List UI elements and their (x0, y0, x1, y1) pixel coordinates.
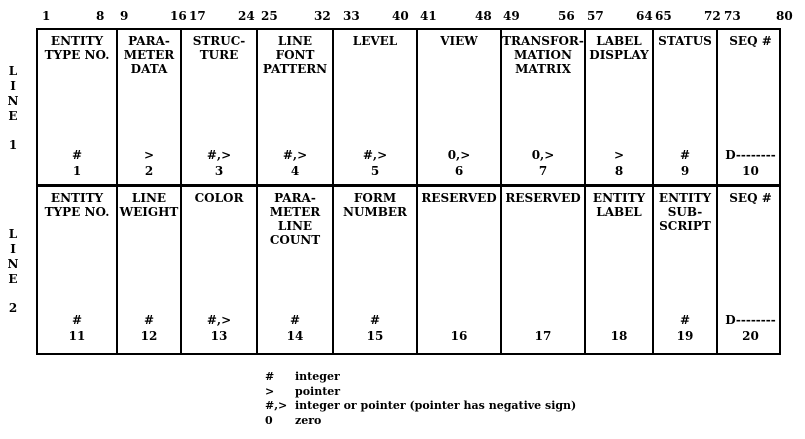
field-type-symbol: # (679, 313, 691, 327)
column-number: 48 (475, 9, 492, 23)
field-name: STATUS (658, 34, 712, 48)
column-number: 17 (189, 9, 206, 23)
field-name: SEQ # (729, 191, 772, 205)
line-label-char: 1 (8, 138, 18, 152)
field-cell (38, 187, 118, 353)
field-name: LABEL DISPLAY (589, 34, 649, 62)
line-label-char: L (8, 227, 18, 241)
legend-symbol: #,> (265, 399, 288, 412)
field-type-symbol: > (143, 148, 155, 162)
field-type-symbol: D-------- (725, 148, 776, 162)
field-cell (654, 30, 718, 184)
field-type-symbol: # (369, 313, 381, 327)
field-type-symbol: #,> (362, 148, 388, 162)
field-type-symbol: #,> (206, 313, 232, 327)
field-name: ENTITY SUB- SCRIPT (658, 191, 712, 233)
field-number: 11 (68, 329, 86, 343)
field-cell (334, 187, 418, 353)
field-cell (258, 30, 334, 184)
field-name: ENTITY TYPE NO. (44, 191, 110, 219)
field-number: 9 (680, 164, 690, 178)
field-cell (334, 30, 418, 184)
line-label-char: I (10, 79, 16, 93)
directory-entry-line-2 (36, 185, 781, 355)
field-number: 19 (676, 329, 694, 343)
field-type-symbol: # (289, 313, 301, 327)
field-name: LINE WEIGHT (119, 191, 179, 219)
field-number: 2 (144, 164, 154, 178)
line-label-char: I (10, 242, 16, 256)
legend-symbol: 0 (265, 413, 273, 427)
field-name: FORM NUMBER (343, 191, 407, 219)
line-label-char: N (7, 94, 19, 108)
field-type-symbol: # (143, 313, 155, 327)
field-number: 17 (534, 329, 552, 343)
field-type-symbol: # (71, 148, 83, 162)
field-cell (718, 30, 783, 184)
field-cell (586, 187, 654, 353)
column-number: 56 (558, 9, 575, 23)
field-name: ENTITY LABEL (592, 191, 646, 219)
field-number: 1 (72, 164, 82, 178)
column-number: 8 (96, 9, 105, 23)
field-number: 7 (538, 164, 548, 178)
field-cell (418, 30, 502, 184)
legend-description: pointer (295, 384, 341, 398)
legend-description: integer (295, 370, 340, 383)
column-number: 9 (120, 9, 129, 23)
field-name: LEVEL (352, 34, 398, 48)
field-number: 6 (454, 164, 464, 178)
field-number: 5 (370, 164, 380, 178)
line-label-char: E (8, 272, 18, 286)
field-name: COLOR (194, 191, 244, 205)
field-type-symbol: # (71, 313, 83, 327)
field-number: 10 (742, 164, 759, 178)
column-number: 57 (587, 9, 604, 23)
field-cell (586, 30, 654, 184)
field-type-symbol: D-------- (725, 313, 776, 327)
line-1-label (6, 64, 20, 153)
field-name: PARA- METER DATA (123, 34, 175, 76)
field-number: 20 (742, 329, 759, 343)
legend-symbol: # (265, 370, 275, 383)
column-number: 40 (392, 9, 409, 23)
field-type-symbol: 0,> (447, 148, 471, 162)
column-number: 24 (238, 9, 255, 23)
column-number: 16 (170, 9, 187, 23)
column-number: 41 (420, 9, 437, 23)
column-number: 64 (636, 9, 653, 23)
field-number: 14 (286, 329, 304, 343)
column-number: 1 (42, 9, 51, 23)
line-label-char: L (8, 64, 18, 78)
field-cell (182, 30, 258, 184)
field-name: RESERVED (505, 191, 581, 205)
column-number: 25 (261, 9, 278, 23)
field-type-symbol: # (679, 148, 691, 162)
field-name: PARA- METER LINE COUNT (269, 191, 321, 247)
line-label-char: N (7, 257, 19, 271)
field-number: 16 (450, 329, 468, 343)
column-number: 32 (314, 9, 331, 23)
field-cell (502, 30, 586, 184)
field-number: 13 (210, 329, 228, 343)
column-number: 65 (655, 9, 672, 23)
field-name: SEQ # (729, 34, 772, 48)
field-number: 12 (140, 329, 158, 343)
column-number: 72 (704, 9, 721, 23)
legend-description: zero (295, 413, 322, 427)
column-number: 49 (503, 9, 520, 23)
field-name: VIEW (440, 34, 478, 48)
field-name: RESERVED (421, 191, 497, 205)
field-type-symbol: 0,> (531, 148, 555, 162)
field-type-symbol: > (613, 148, 625, 162)
field-type-symbol: #,> (282, 148, 308, 162)
field-cell (118, 187, 182, 353)
field-name: LINE FONT PATTERN (262, 34, 328, 76)
field-name: STRUC- TURE (192, 34, 246, 62)
field-cell (38, 30, 118, 184)
column-number: 80 (776, 9, 793, 23)
line-label-char: E (8, 109, 18, 123)
column-number: 73 (724, 9, 741, 23)
line-2-label (6, 227, 20, 316)
field-number: 8 (614, 164, 624, 178)
field-number: 4 (290, 164, 300, 178)
field-cell (182, 187, 258, 353)
field-name: ENTITY TYPE NO. (44, 34, 110, 62)
legend-symbol: > (265, 384, 275, 398)
field-cell (654, 187, 718, 353)
column-number: 33 (343, 9, 360, 23)
field-number: 18 (610, 329, 628, 343)
field-number: 15 (366, 329, 384, 343)
field-cell (118, 30, 182, 184)
field-type-symbol: #,> (206, 148, 232, 162)
field-cell (502, 187, 586, 353)
field-cell (718, 187, 783, 353)
field-cell (258, 187, 334, 353)
field-name: TRANSFOR- MATION MATRIX (502, 34, 584, 76)
directory-entry-line-1 (36, 28, 781, 186)
legend-description: integer or pointer (pointer has negative sign) (295, 399, 577, 412)
line-label-char: 2 (8, 301, 18, 315)
field-cell (418, 187, 502, 353)
field-number: 3 (214, 164, 224, 178)
